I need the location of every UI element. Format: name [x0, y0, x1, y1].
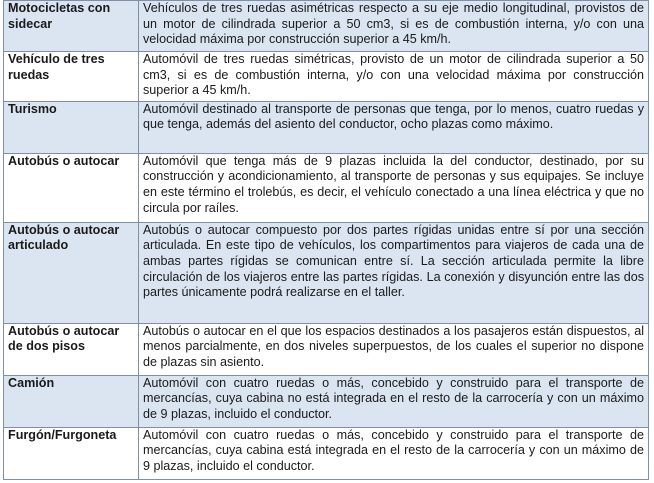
table-row: [4, 101, 649, 153]
term-cell: Autobús o autocar: [4, 153, 139, 222]
definition-cell: Vehículos de tres ruedas asimétricas respecto a su eje medio longitudinal, provistos de un motor de cilindrada superior a 50 cm3, si es de combustión interna, y/o con una velocidad máxima por construcción superior a 45 km/h.: [139, 1, 649, 52]
definition-cell: Autobús o autocar compuesto por dos partes rígidas unidas entre sí por una sección articulada. En este tipo de vehículos, los compartimentos para viajeros de cada una de ambas partes rígidas se comunican entre sí. La sección articulada permite la libre circulación de los viajeros entre las partes rígidas. La conexión y disyunción entre las dos partes únicamente podrá realizarse en el taller.: [139, 222, 649, 323]
definition-cell: Automóvil con cuatro ruedas o más, concebido y construido para el transporte de mercancías, cuya cabina está integrada en el resto de la carrocería y con un máximo de 9 plazas, incluido el conductor.: [139, 427, 649, 479]
term-cell: Vehículo de tres ruedas: [4, 52, 139, 102]
term-cell: Camión: [4, 375, 139, 427]
term-cell: Autobús o autocar articulado: [4, 222, 139, 323]
term-cell: Turismo: [4, 101, 139, 153]
table-row: [4, 323, 649, 375]
definition-cell: Automóvil que tenga más de 9 plazas incluida la del conductor, destinado, por su construcción y acondicionamiento, al transporte de personas y sus equipajes. Se incluye en este término el trolebús, es decir, el vehículo conectado a una línea eléctrica y que no circula por raíles.: [139, 153, 649, 222]
table-row: [4, 1, 649, 52]
table-row: [4, 52, 649, 102]
term-cell: Autobús o autocar de dos pisos: [4, 323, 139, 375]
table-row: [4, 153, 649, 222]
table-row: [4, 222, 649, 323]
term-cell: Furgón/Furgoneta: [4, 427, 139, 479]
definition-cell: Automóvil con cuatro ruedas o más, concebido y construido para el transporte de mercancías, cuya cabina no está integrada en el resto de la carrocería y con un máximo de 9 plazas, incluido el conductor.: [139, 375, 649, 427]
vehicle-definitions-table: [3, 0, 649, 480]
definition-cell: Autobús o autocar en el que los espacios destinados a los pasajeros están dispuestos, al menos parcialmente, en dos niveles superpuestos, de los cuales el superior no dispone de plazas sin asiento.: [139, 323, 649, 375]
definition-cell: Automóvil destinado al transporte de personas que tenga, por lo menos, cuatro ruedas y que tenga, además del asiento del conductor, ocho plazas como máximo.: [139, 101, 649, 153]
table-row: [4, 427, 649, 479]
definition-cell: Automóvil de tres ruedas simétricas, provisto de un motor de cilindrada superior a 50 cm3, si es de combustión interna, y/o con una velocidad máxima por construcción superior a 45 km/h.: [139, 52, 649, 102]
table-row: [4, 375, 649, 427]
term-cell: Motocicletas con sidecar: [4, 1, 139, 52]
